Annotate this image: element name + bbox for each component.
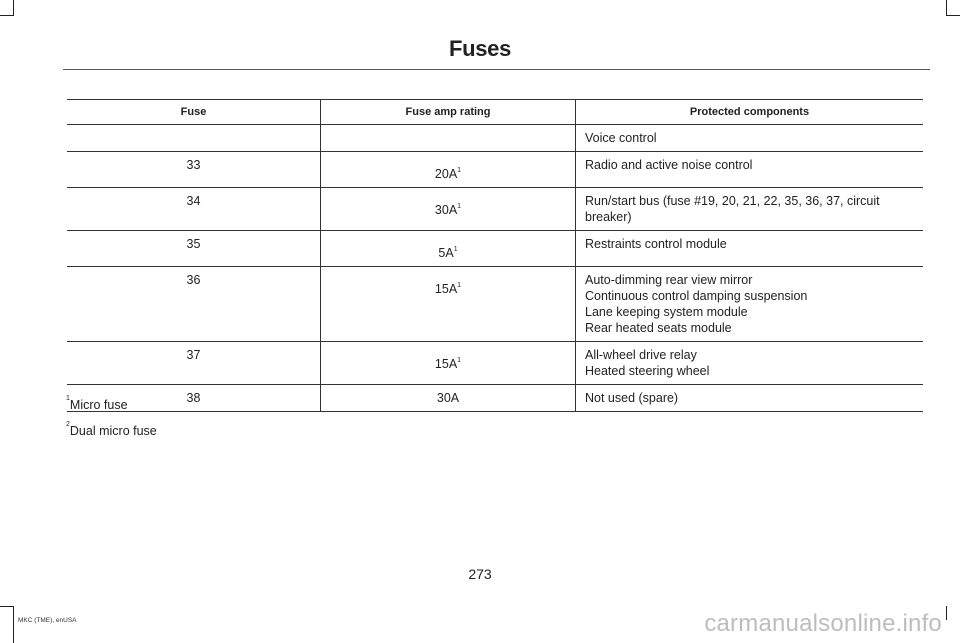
amp-value: 5A	[438, 246, 454, 260]
table-row	[67, 152, 923, 188]
footnote-ref: 1	[453, 246, 458, 253]
crop-mark-bottom-right-vertical	[946, 606, 947, 620]
protected-components	[576, 342, 924, 385]
footnote-ref: 1	[457, 203, 462, 210]
fuse-number	[67, 125, 321, 152]
amp-value: 30A	[436, 391, 460, 405]
page-title: Fuses	[448, 36, 512, 61]
component-line: Not used (spare)	[585, 391, 679, 405]
amp-value: 20A	[434, 167, 458, 181]
protected-components	[576, 385, 924, 412]
amp-value: 15A	[434, 282, 458, 296]
table-header-row	[67, 100, 923, 125]
fuse-number: 37	[67, 342, 321, 385]
table-row	[67, 342, 923, 385]
page-number: 273	[468, 566, 492, 582]
component-line: Rear heated seats module	[585, 321, 732, 335]
crop-mark-bottom-left-horizontal	[0, 606, 14, 607]
fuse-number: 38	[67, 385, 321, 412]
component-line: Lane keeping system module	[585, 305, 748, 319]
amp-rating	[321, 152, 576, 188]
footnote-ref: 1	[457, 167, 462, 174]
footnote-ref: 1	[457, 282, 462, 289]
table-row	[67, 188, 923, 231]
crop-mark-bottom-left-vertical	[13, 606, 14, 643]
component-line: Auto-dimming rear view mirror	[585, 273, 753, 287]
column-header-amp-rating: Fuse amp rating	[321, 100, 576, 125]
component-line: Run/start bus (fuse #19, 20, 21, 22, 35, 36, 37, circuit breaker)	[585, 194, 880, 224]
fuse-number: 36	[67, 267, 321, 342]
fuse-number: 33	[67, 152, 321, 188]
footnote-text: Dual micro fuse	[69, 424, 157, 438]
table-row	[67, 267, 923, 342]
document-code: MKC (TME), enUSA	[18, 617, 77, 624]
crop-mark-top-right-vertical	[946, 0, 947, 16]
table-row	[67, 231, 923, 267]
footnote-ref: 1	[457, 357, 462, 364]
protected-components	[576, 125, 924, 152]
table-row	[67, 385, 923, 412]
amp-rating	[321, 188, 576, 231]
protected-components	[576, 231, 924, 267]
footnote-micro-fuse	[66, 395, 157, 424]
footnotes	[66, 395, 157, 450]
protected-components	[576, 152, 924, 188]
protected-components	[576, 188, 924, 231]
component-line: Continuous control damping suspension	[585, 289, 808, 303]
crop-mark-top-left-vertical	[13, 0, 14, 16]
component-line: Radio and active noise control	[585, 158, 753, 172]
amp-rating	[321, 342, 576, 385]
footnote-text: Micro fuse	[69, 398, 128, 412]
fuse-number: 35	[67, 231, 321, 267]
component-line: Voice control	[585, 131, 657, 145]
amp-rating	[321, 385, 576, 412]
amp-value: 30A	[434, 203, 458, 217]
table-row	[67, 125, 923, 152]
footnote-mark: 2	[66, 421, 70, 428]
amp-rating	[321, 125, 576, 152]
amp-rating	[321, 231, 576, 267]
footnote-dual-micro-fuse	[66, 421, 157, 450]
crop-mark-top-left-horizontal	[0, 15, 14, 16]
component-line: Restraints control module	[585, 237, 727, 251]
amp-rating	[321, 267, 576, 342]
component-line: All-wheel drive relay	[585, 348, 697, 362]
component-line: Heated steering wheel	[585, 364, 710, 378]
amp-value: 15A	[434, 357, 458, 371]
fuse-table	[67, 99, 923, 412]
column-header-fuse: Fuse	[67, 100, 321, 125]
fuse-number: 34	[67, 188, 321, 231]
crop-mark-top-right-horizontal	[946, 15, 960, 16]
title-divider	[63, 69, 930, 70]
protected-components	[576, 267, 924, 342]
watermark-text: carmanualsonline.info	[704, 610, 942, 637]
footnote-mark: 1	[66, 395, 70, 402]
column-header-protected-components: Protected components	[576, 100, 924, 125]
